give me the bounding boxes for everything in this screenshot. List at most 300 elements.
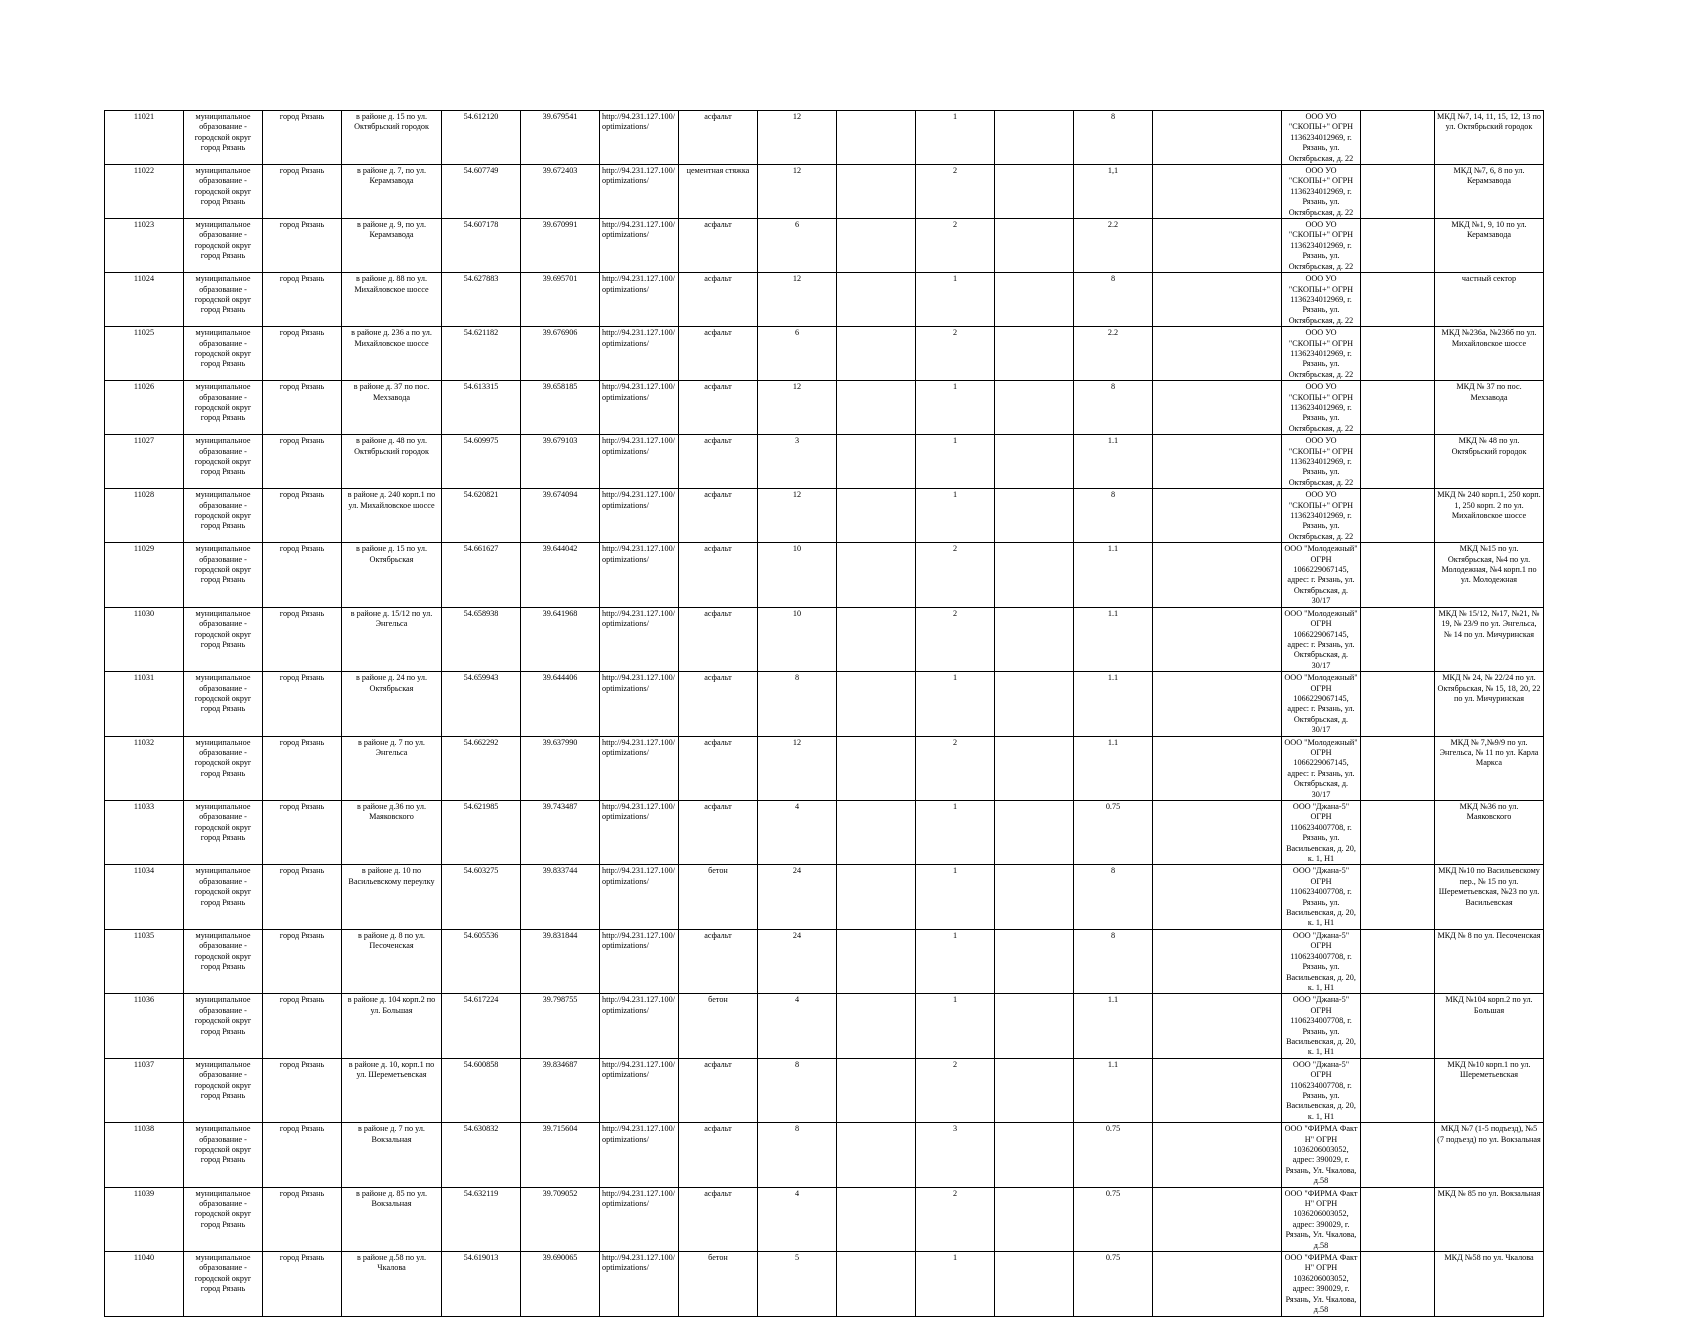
- map-url-cell: http://94.231.127.100/optimizations/: [600, 1123, 679, 1187]
- operator-cell: ООО "Джана-5" ОГРН 1106234007708, г. Рязань, ул. Васильевская, д. 20, к. 1, Н1: [1282, 929, 1361, 993]
- map-url-cell: http://94.231.127.100/optimizations/: [600, 607, 679, 671]
- longitude-cell: 39.695701: [521, 273, 600, 327]
- container-volume-cell: 1.1: [1074, 994, 1153, 1058]
- location-cell: в районе д. 8 по ул. Песоченская: [342, 929, 442, 993]
- map-url-cell: http://94.231.127.100/optimizations/: [600, 489, 679, 543]
- operator-cell: ООО УО "СКОПЫ+" ОГРН 1136234012969, г. Рязань, ул. Октябрьская, д. 22: [1282, 111, 1361, 165]
- municipality-cell: муниципальное образование - городской округ город Рязань: [184, 435, 263, 489]
- municipality-cell: муниципальное образование - городской округ город Рязань: [184, 381, 263, 435]
- table-row: [105, 1058, 1544, 1122]
- container-volume-cell: 8: [1074, 929, 1153, 993]
- empty-cell: [995, 543, 1074, 607]
- container-count-cell: 1: [916, 994, 995, 1058]
- empty-cell: [1153, 327, 1282, 381]
- empty-cell: [837, 1187, 916, 1251]
- empty-cell: [1153, 111, 1282, 165]
- container-volume-cell: 0.75: [1074, 1252, 1153, 1316]
- container-count-cell: 1: [916, 273, 995, 327]
- empty-cell: [837, 219, 916, 273]
- location-cell: в районе д. 10, корп.1 по ул. Шереметьевская: [342, 1058, 442, 1122]
- map-url-cell: http://94.231.127.100/optimizations/: [600, 865, 679, 929]
- site-id-cell: 11021: [105, 111, 184, 165]
- area-cell: 12: [758, 111, 837, 165]
- area-cell: 12: [758, 165, 837, 219]
- empty-cell: [1153, 672, 1282, 736]
- table-row: [105, 801, 1544, 865]
- surface-cell: асфальт: [679, 929, 758, 993]
- container-count-cell: 1: [916, 111, 995, 165]
- area-cell: 12: [758, 381, 837, 435]
- empty-cell: [837, 865, 916, 929]
- container-volume-cell: 1.1: [1074, 672, 1153, 736]
- container-volume-cell: 0.75: [1074, 1187, 1153, 1251]
- area-cell: 8: [758, 672, 837, 736]
- surface-cell: асфальт: [679, 381, 758, 435]
- latitude-cell: 54.619013: [442, 1252, 521, 1316]
- municipality-cell: муниципальное образование - городской округ город Рязань: [184, 543, 263, 607]
- city-cell: город Рязань: [263, 929, 342, 993]
- container-count-cell: 3: [916, 1123, 995, 1187]
- table-row: [105, 994, 1544, 1058]
- latitude-cell: 54.603275: [442, 865, 521, 929]
- table-row: [105, 1187, 1544, 1251]
- empty-cell: [1361, 994, 1435, 1058]
- location-cell: в районе д. 85 по ул. Вокзальная: [342, 1187, 442, 1251]
- city-cell: город Рязань: [263, 672, 342, 736]
- surface-cell: асфальт: [679, 607, 758, 671]
- surface-cell: асфальт: [679, 1058, 758, 1122]
- surface-cell: асфальт: [679, 273, 758, 327]
- city-cell: город Рязань: [263, 273, 342, 327]
- container-count-cell: 2: [916, 543, 995, 607]
- city-cell: город Рязань: [263, 165, 342, 219]
- city-cell: город Рязань: [263, 435, 342, 489]
- site-id-cell: 11024: [105, 273, 184, 327]
- location-cell: в районе д. 7, по ул. Керамзавода: [342, 165, 442, 219]
- empty-cell: [1361, 273, 1435, 327]
- container-volume-cell: 1,1: [1074, 165, 1153, 219]
- area-cell: 12: [758, 273, 837, 327]
- longitude-cell: 39.834687: [521, 1058, 600, 1122]
- surface-cell: бетон: [679, 1252, 758, 1316]
- container-volume-cell: 1.1: [1074, 1058, 1153, 1122]
- city-cell: город Рязань: [263, 1123, 342, 1187]
- map-url-cell: http://94.231.127.100/optimizations/: [600, 219, 679, 273]
- empty-cell: [1153, 1252, 1282, 1316]
- site-id-cell: 11035: [105, 929, 184, 993]
- container-count-cell: 2: [916, 219, 995, 273]
- longitude-cell: 39.674094: [521, 489, 600, 543]
- container-count-cell: 1: [916, 489, 995, 543]
- operator-cell: ООО УО "СКОПЫ+" ОГРН 1136234012969, г. Рязань, ул. Октябрьская, д. 22: [1282, 219, 1361, 273]
- longitude-cell: 39.676906: [521, 327, 600, 381]
- table-row: [105, 607, 1544, 671]
- container-count-cell: 2: [916, 165, 995, 219]
- operator-cell: ООО УО "СКОПЫ+" ОГРН 1136234012969, г. Рязань, ул. Октябрьская, д. 22: [1282, 435, 1361, 489]
- site-id-cell: 11023: [105, 219, 184, 273]
- surface-cell: асфальт: [679, 327, 758, 381]
- city-cell: город Рязань: [263, 865, 342, 929]
- operator-cell: ООО "Молодежный" ОГРН 1066229067145, адрес: г. Рязань, ул. Октябрьская, д. 30/17: [1282, 736, 1361, 800]
- table-row: [105, 672, 1544, 736]
- location-cell: в районе д. 48 по ул. Октябрьский городок: [342, 435, 442, 489]
- longitude-cell: 39.831844: [521, 929, 600, 993]
- latitude-cell: 54.600858: [442, 1058, 521, 1122]
- table-row: [105, 111, 1544, 165]
- waste-sources-cell: МКД № 37 по пос. Мехзавода: [1435, 381, 1544, 435]
- site-id-cell: 11038: [105, 1123, 184, 1187]
- operator-cell: ООО "Джана-5" ОГРН 1106234007708, г. Рязань, ул. Васильевская, д. 20, к. 1, Н1: [1282, 1058, 1361, 1122]
- latitude-cell: 54.661627: [442, 543, 521, 607]
- city-cell: город Рязань: [263, 489, 342, 543]
- empty-cell: [995, 801, 1074, 865]
- table-row: [105, 219, 1544, 273]
- empty-cell: [1361, 672, 1435, 736]
- city-cell: город Рязань: [263, 1058, 342, 1122]
- table-row: [105, 381, 1544, 435]
- site-id-cell: 11022: [105, 165, 184, 219]
- empty-cell: [1361, 1187, 1435, 1251]
- location-cell: в районе д. 24 по ул. Октябрьская: [342, 672, 442, 736]
- container-volume-cell: 0.75: [1074, 1123, 1153, 1187]
- empty-cell: [995, 736, 1074, 800]
- latitude-cell: 54.632119: [442, 1187, 521, 1251]
- surface-cell: асфальт: [679, 1123, 758, 1187]
- container-count-cell: 1: [916, 435, 995, 489]
- surface-cell: асфальт: [679, 543, 758, 607]
- surface-cell: бетон: [679, 865, 758, 929]
- waste-sources-cell: МКД №10 корп.1 по ул. Шереметьевская: [1435, 1058, 1544, 1122]
- empty-cell: [995, 865, 1074, 929]
- location-cell: в районе д. 236 а по ул. Михайловское шоссе: [342, 327, 442, 381]
- longitude-cell: 39.709052: [521, 1187, 600, 1251]
- site-id-cell: 11039: [105, 1187, 184, 1251]
- empty-cell: [837, 607, 916, 671]
- empty-cell: [837, 736, 916, 800]
- empty-cell: [995, 1058, 1074, 1122]
- empty-cell: [1361, 929, 1435, 993]
- site-id-cell: 11034: [105, 865, 184, 929]
- waste-sites-table: [104, 110, 1544, 1317]
- area-cell: 8: [758, 1058, 837, 1122]
- site-id-cell: 11030: [105, 607, 184, 671]
- area-cell: 10: [758, 607, 837, 671]
- operator-cell: ООО "ФИРМА Факт Н" ОГРН 1036206003052, адрес: 390029, г. Рязань, Ул. Чкалова, д.58: [1282, 1252, 1361, 1316]
- longitude-cell: 39.644042: [521, 543, 600, 607]
- area-cell: 12: [758, 736, 837, 800]
- city-cell: город Рязань: [263, 1252, 342, 1316]
- municipality-cell: муниципальное образование - городской округ город Рязань: [184, 994, 263, 1058]
- empty-cell: [995, 1252, 1074, 1316]
- operator-cell: ООО УО "СКОПЫ+" ОГРН 1136234012969, г. Рязань, ул. Октябрьская, д. 22: [1282, 381, 1361, 435]
- location-cell: в районе д. 15 по ул. Октябрьский городок: [342, 111, 442, 165]
- container-count-cell: 1: [916, 865, 995, 929]
- container-volume-cell: 8: [1074, 489, 1153, 543]
- table-row: [105, 435, 1544, 489]
- empty-cell: [1361, 165, 1435, 219]
- empty-cell: [837, 929, 916, 993]
- empty-cell: [1361, 381, 1435, 435]
- container-count-cell: 1: [916, 381, 995, 435]
- surface-cell: асфальт: [679, 111, 758, 165]
- container-volume-cell: 2.2: [1074, 327, 1153, 381]
- map-url-cell: http://94.231.127.100/optimizations/: [600, 543, 679, 607]
- empty-cell: [837, 435, 916, 489]
- empty-cell: [995, 994, 1074, 1058]
- map-url-cell: http://94.231.127.100/optimizations/: [600, 1187, 679, 1251]
- location-cell: в районе д. 15/12 по ул. Энгельса: [342, 607, 442, 671]
- location-cell: в районе д.36 по ул. Маяковского: [342, 801, 442, 865]
- location-cell: в районе д. 88 по ул. Михайловское шоссе: [342, 273, 442, 327]
- operator-cell: ООО "ФИРМА Факт Н" ОГРН 1036206003052, адрес: 390029, г. Рязань, Ул. Чкалова, д.58: [1282, 1187, 1361, 1251]
- site-id-cell: 11029: [105, 543, 184, 607]
- empty-cell: [1361, 435, 1435, 489]
- container-count-cell: 2: [916, 1058, 995, 1122]
- map-url-cell: http://94.231.127.100/optimizations/: [600, 736, 679, 800]
- empty-cell: [1361, 1058, 1435, 1122]
- location-cell: в районе д. 7 по ул. Энгельса: [342, 736, 442, 800]
- area-cell: 24: [758, 865, 837, 929]
- surface-cell: асфальт: [679, 1187, 758, 1251]
- waste-sources-cell: МКД №104 корп.2 по ул. Большая: [1435, 994, 1544, 1058]
- surface-cell: асфальт: [679, 435, 758, 489]
- empty-cell: [1153, 607, 1282, 671]
- latitude-cell: 54.627883: [442, 273, 521, 327]
- surface-cell: асфальт: [679, 489, 758, 543]
- table-row: [105, 929, 1544, 993]
- empty-cell: [1153, 801, 1282, 865]
- municipality-cell: муниципальное образование - городской округ город Рязань: [184, 111, 263, 165]
- table-row: [105, 1123, 1544, 1187]
- map-url-cell: http://94.231.127.100/optimizations/: [600, 435, 679, 489]
- area-cell: 12: [758, 489, 837, 543]
- area-cell: 8: [758, 1123, 837, 1187]
- area-cell: 4: [758, 1187, 837, 1251]
- latitude-cell: 54.621182: [442, 327, 521, 381]
- waste-sources-cell: МКД № 15/12, №17, №21, № 19, № 23/9 по ул. Энгельса, № 14 по ул. Мичуринская: [1435, 607, 1544, 671]
- area-cell: 6: [758, 327, 837, 381]
- location-cell: в районе д. 240 корп.1 по ул. Михайловское шоссе: [342, 489, 442, 543]
- empty-cell: [1153, 1187, 1282, 1251]
- area-cell: 4: [758, 801, 837, 865]
- container-count-cell: 2: [916, 607, 995, 671]
- waste-sources-cell: МКД № 85 по ул. Вокзальная: [1435, 1187, 1544, 1251]
- empty-cell: [995, 489, 1074, 543]
- table-row: [105, 327, 1544, 381]
- container-count-cell: 1: [916, 1252, 995, 1316]
- table-row: [105, 489, 1544, 543]
- municipality-cell: муниципальное образование - городской округ город Рязань: [184, 672, 263, 736]
- container-count-cell: 2: [916, 327, 995, 381]
- latitude-cell: 54.658938: [442, 607, 521, 671]
- longitude-cell: 39.798755: [521, 994, 600, 1058]
- empty-cell: [995, 273, 1074, 327]
- empty-cell: [1361, 736, 1435, 800]
- municipality-cell: муниципальное образование - городской округ город Рязань: [184, 1123, 263, 1187]
- map-url-cell: http://94.231.127.100/optimizations/: [600, 381, 679, 435]
- latitude-cell: 54.607178: [442, 219, 521, 273]
- waste-sources-cell: МКД №1, 9, 10 по ул. Керамзавода: [1435, 219, 1544, 273]
- operator-cell: ООО "Молодежный" ОГРН 1066229067145, адрес: г. Рязань, ул. Октябрьская, д. 30/17: [1282, 543, 1361, 607]
- city-cell: город Рязань: [263, 736, 342, 800]
- city-cell: город Рязань: [263, 327, 342, 381]
- empty-cell: [995, 327, 1074, 381]
- waste-sources-cell: МКД №58 по ул. Чкалова: [1435, 1252, 1544, 1316]
- container-volume-cell: 1.1: [1074, 435, 1153, 489]
- table-row: [105, 736, 1544, 800]
- municipality-cell: муниципальное образование - городской округ город Рязань: [184, 1058, 263, 1122]
- empty-cell: [1361, 219, 1435, 273]
- longitude-cell: 39.833744: [521, 865, 600, 929]
- site-id-cell: 11036: [105, 994, 184, 1058]
- waste-sources-cell: МКД № 24, № 22/24 по ул. Октябрьская, № 15, 18, 20, 22 по ул. Мичуринская: [1435, 672, 1544, 736]
- empty-cell: [1361, 1123, 1435, 1187]
- waste-sources-cell: МКД №236а, №236б по ул. Михайловское шоссе: [1435, 327, 1544, 381]
- waste-sources-cell: МКД №15 по ул. Октябрьская, №4 по ул. Молодежная, №4 корп.1 по ул. Молодежная: [1435, 543, 1544, 607]
- city-cell: город Рязань: [263, 801, 342, 865]
- empty-cell: [1361, 489, 1435, 543]
- empty-cell: [995, 165, 1074, 219]
- city-cell: город Рязань: [263, 543, 342, 607]
- empty-cell: [837, 801, 916, 865]
- longitude-cell: 39.658185: [521, 381, 600, 435]
- table-row: [105, 865, 1544, 929]
- empty-cell: [1153, 381, 1282, 435]
- empty-cell: [995, 1123, 1074, 1187]
- municipality-cell: муниципальное образование - городской округ город Рязань: [184, 929, 263, 993]
- container-volume-cell: 2.2: [1074, 219, 1153, 273]
- latitude-cell: 54.662292: [442, 736, 521, 800]
- waste-sources-cell: МКД № 8 по ул. Песоченская: [1435, 929, 1544, 993]
- operator-cell: ООО "ФИРМА Факт Н" ОГРН 1036206003052, адрес: 390029, г. Рязань, Ул. Чкалова, д.58: [1282, 1123, 1361, 1187]
- map-url-cell: http://94.231.127.100/optimizations/: [600, 111, 679, 165]
- empty-cell: [1153, 865, 1282, 929]
- empty-cell: [1153, 165, 1282, 219]
- waste-sources-cell: МКД № 240 корп.1, 250 корп. 1, 250 корп. 2 по ул. Михайловское шоссе: [1435, 489, 1544, 543]
- operator-cell: ООО УО "СКОПЫ+" ОГРН 1136234012969, г. Рязань, ул. Октябрьская, д. 22: [1282, 165, 1361, 219]
- site-id-cell: 11026: [105, 381, 184, 435]
- container-count-cell: 1: [916, 672, 995, 736]
- area-cell: 5: [758, 1252, 837, 1316]
- municipality-cell: муниципальное образование - городской округ город Рязань: [184, 607, 263, 671]
- empty-cell: [1153, 435, 1282, 489]
- table-row: [105, 165, 1544, 219]
- empty-cell: [1361, 1252, 1435, 1316]
- surface-cell: бетон: [679, 994, 758, 1058]
- empty-cell: [1361, 801, 1435, 865]
- area-cell: 4: [758, 994, 837, 1058]
- waste-sources-cell: МКД №7, 14, 11, 15, 12, 13 по ул. Октябрьский городок: [1435, 111, 1544, 165]
- latitude-cell: 54.605536: [442, 929, 521, 993]
- latitude-cell: 54.609975: [442, 435, 521, 489]
- operator-cell: ООО "Джана-5" ОГРН 1106234007708, г. Рязань, ул. Васильевская, д. 20, к. 1, Н1: [1282, 801, 1361, 865]
- empty-cell: [1153, 994, 1282, 1058]
- city-cell: город Рязань: [263, 1187, 342, 1251]
- surface-cell: асфальт: [679, 672, 758, 736]
- empty-cell: [837, 111, 916, 165]
- waste-sources-cell: МКД №10 по Васильевскому пер., № 15 по ул. Шереметьевская, №23 по ул. Васильевская: [1435, 865, 1544, 929]
- site-id-cell: 11028: [105, 489, 184, 543]
- site-id-cell: 11031: [105, 672, 184, 736]
- map-url-cell: http://94.231.127.100/optimizations/: [600, 672, 679, 736]
- area-cell: 6: [758, 219, 837, 273]
- waste-sources-cell: МКД № 7,№9/9 по ул. Энгельса, № 11 по ул. Карла Маркса: [1435, 736, 1544, 800]
- map-url-cell: http://94.231.127.100/optimizations/: [600, 801, 679, 865]
- map-url-cell: http://94.231.127.100/optimizations/: [600, 929, 679, 993]
- area-cell: 3: [758, 435, 837, 489]
- latitude-cell: 54.612120: [442, 111, 521, 165]
- location-cell: в районе д. 9, по ул. Керамзавода: [342, 219, 442, 273]
- municipality-cell: муниципальное образование - городской округ город Рязань: [184, 801, 263, 865]
- container-volume-cell: 1.1: [1074, 736, 1153, 800]
- empty-cell: [995, 929, 1074, 993]
- container-count-cell: 2: [916, 736, 995, 800]
- municipality-cell: муниципальное образование - городской округ город Рязань: [184, 165, 263, 219]
- location-cell: в районе д. 37 по пос. Мехзавода: [342, 381, 442, 435]
- waste-sources-cell: МКД №7, 6, 8 по ул. Керамзавода: [1435, 165, 1544, 219]
- longitude-cell: 39.690065: [521, 1252, 600, 1316]
- longitude-cell: 39.672403: [521, 165, 600, 219]
- waste-sources-cell: частный сектор: [1435, 273, 1544, 327]
- map-url-cell: http://94.231.127.100/optimizations/: [600, 327, 679, 381]
- municipality-cell: муниципальное образование - городской округ город Рязань: [184, 1252, 263, 1316]
- empty-cell: [837, 1252, 916, 1316]
- empty-cell: [1153, 1058, 1282, 1122]
- empty-cell: [1153, 929, 1282, 993]
- table-row: [105, 1252, 1544, 1316]
- location-cell: в районе д. 7 по ул. Вокзальная: [342, 1123, 442, 1187]
- area-cell: 24: [758, 929, 837, 993]
- empty-cell: [1153, 1123, 1282, 1187]
- empty-cell: [837, 381, 916, 435]
- longitude-cell: 39.637990: [521, 736, 600, 800]
- municipality-cell: муниципальное образование - городской округ город Рязань: [184, 273, 263, 327]
- site-id-cell: 11025: [105, 327, 184, 381]
- empty-cell: [837, 489, 916, 543]
- empty-cell: [1361, 607, 1435, 671]
- empty-cell: [837, 543, 916, 607]
- location-cell: в районе д. 104 корп.2 по ул. Большая: [342, 994, 442, 1058]
- municipality-cell: муниципальное образование - городской округ город Рязань: [184, 327, 263, 381]
- container-volume-cell: 8: [1074, 381, 1153, 435]
- city-cell: город Рязань: [263, 607, 342, 671]
- site-id-cell: 11037: [105, 1058, 184, 1122]
- latitude-cell: 54.620821: [442, 489, 521, 543]
- latitude-cell: 54.630832: [442, 1123, 521, 1187]
- container-count-cell: 1: [916, 801, 995, 865]
- surface-cell: цементная стяжка: [679, 165, 758, 219]
- empty-cell: [837, 1123, 916, 1187]
- map-url-cell: http://94.231.127.100/optimizations/: [600, 273, 679, 327]
- municipality-cell: муниципальное образование - городской округ город Рязань: [184, 219, 263, 273]
- longitude-cell: 39.670991: [521, 219, 600, 273]
- site-id-cell: 11032: [105, 736, 184, 800]
- empty-cell: [1153, 273, 1282, 327]
- container-volume-cell: 0.75: [1074, 801, 1153, 865]
- latitude-cell: 54.613315: [442, 381, 521, 435]
- map-url-cell: http://94.231.127.100/optimizations/: [600, 165, 679, 219]
- municipality-cell: муниципальное образование - городской округ город Рязань: [184, 736, 263, 800]
- site-id-cell: 11040: [105, 1252, 184, 1316]
- latitude-cell: 54.617224: [442, 994, 521, 1058]
- municipality-cell: муниципальное образование - городской округ город Рязань: [184, 489, 263, 543]
- empty-cell: [1153, 219, 1282, 273]
- empty-cell: [837, 273, 916, 327]
- surface-cell: асфальт: [679, 801, 758, 865]
- longitude-cell: 39.715604: [521, 1123, 600, 1187]
- latitude-cell: 54.607749: [442, 165, 521, 219]
- table-row: [105, 543, 1544, 607]
